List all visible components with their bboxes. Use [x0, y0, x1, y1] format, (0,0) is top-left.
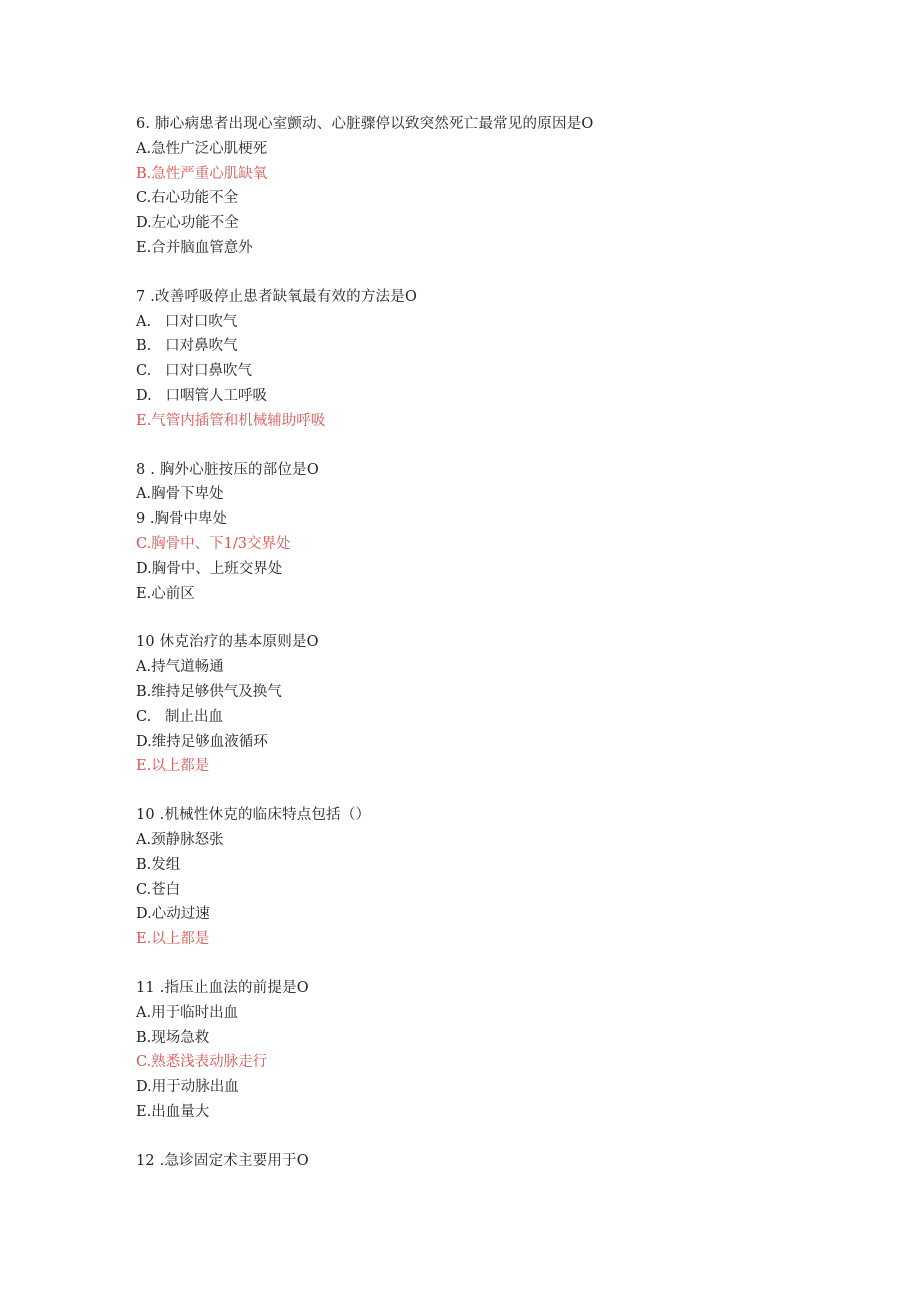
option-d: D.胸骨中、上班交界处	[136, 560, 283, 577]
question-10b	[136, 803, 836, 952]
option-d: D. 口咽管人工呼吸	[136, 387, 268, 404]
option-d: D.用于动脉出血	[136, 1079, 239, 1096]
option-a: A.颈静脉怒张	[136, 831, 224, 848]
question-stem: 7 .改善呼吸停止患者缺氧最有效的方法是O	[136, 288, 418, 305]
question-stem: 6. 肺心病患者出现心室颤动、心脏骤停以致突然死亡最常见的原因是O	[136, 116, 594, 132]
question-list	[136, 112, 836, 1197]
option-b-correct: B.急性严重心肌缺氧	[136, 165, 268, 182]
question-stem: 11 .指压止血法的前提是O	[136, 979, 309, 996]
question-11	[136, 976, 836, 1125]
option-a: A.胸骨下卑处	[136, 486, 224, 503]
option-a: A.急性广泛心肌梗死	[136, 140, 268, 157]
option-c: C. 制止出血	[136, 708, 224, 725]
option-e: E.出血量大	[136, 1103, 210, 1120]
question-stem: 8 . 胸外心脏按压的部位是O	[136, 461, 319, 478]
option-d: D.心动过速	[136, 906, 210, 923]
option-c: C.右心功能不全	[136, 190, 239, 207]
question-12	[136, 1149, 836, 1174]
option-e-correct: E.以上都是	[136, 931, 210, 948]
option-e: E.合并脑血管意外	[136, 239, 253, 256]
option-c: C. 口对口鼻吹气	[136, 363, 253, 380]
option-b: B.维持足够供气及换气	[136, 683, 282, 700]
question-stem: 10 .机械性休克的临床特点包括（）	[136, 807, 371, 824]
option-a: A. 口对口吹气	[136, 313, 238, 330]
option-c: C.苍白	[136, 881, 181, 898]
option-a: A.持气道畅通	[136, 659, 224, 676]
question-6	[136, 112, 836, 261]
option-e-correct: E.以上都是	[136, 758, 210, 775]
option-c-correct: C.胸骨中、下1/3交界处	[136, 535, 291, 552]
question-7	[136, 285, 836, 434]
option-c-correct: C.熟悉浅表动脉走行	[136, 1054, 268, 1071]
option-b: B.现场急救	[136, 1029, 210, 1046]
option-a: A.用于临时出血	[136, 1004, 239, 1021]
option-b: B. 口对鼻吹气	[136, 338, 238, 355]
option-d: D.左心功能不全	[136, 215, 239, 232]
option-e: E.心前区	[136, 585, 195, 602]
option-d: D.维持足够血液循环	[136, 733, 268, 750]
option-b: B.发组	[136, 856, 181, 873]
question-10a	[136, 630, 836, 779]
question-stem: 10 休克治疗的基本原则是O	[136, 634, 319, 651]
question-stem: 12 .急诊固定术主要用于O	[136, 1152, 309, 1169]
option-e-correct: E.气管内插管和机械辅助呼吸	[136, 412, 326, 429]
option-b: 9 .胸骨中卑处	[136, 511, 227, 528]
question-8	[136, 458, 836, 607]
